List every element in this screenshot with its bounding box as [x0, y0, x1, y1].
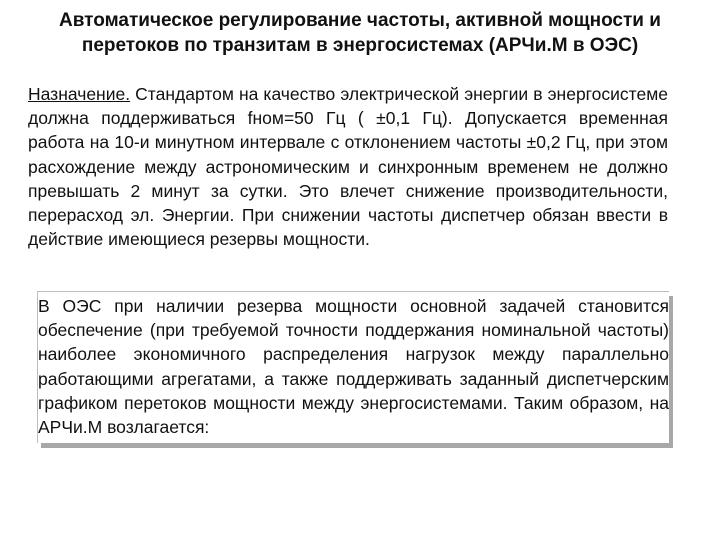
- oes-paragraph-text: В ОЭС при наличии резерва мощности основной задачей становится обеспечение (при требуемой точности поддержания номинальной частоты) наиболее экономичного распределения нагрузок между параллельно работающими агрегатами, а также поддерживать заданный диспетчерским графиком перетоков мощности между энергосистемами. Таким образом, на АРЧи.М возлагается:: [38, 296, 669, 438]
- slide-title: [24, 8, 696, 58]
- title-line-2: перетоков по транзитам в энергосистемах (АРЧи.М в ОЭС): [81, 35, 639, 56]
- purpose-paragraph: [28, 82, 668, 251]
- purpose-term: Назначение.: [28, 84, 131, 104]
- purpose-text: Стандартом на качество электрической энергии в энергосистеме должна поддерживаться fном=50 Гц ( ±0,1 Гц). Допускается временная работа на 10-и минутном интервале с отклонением частоты ±0,2 Гц, при этом расхождение между астрономическим и синхронным временем не должно превышать 2 минут за сутки. Это влечет снижение производительности, перерасход эл. Энергии. При снижении частоты диспетчер обязан ввести в действие имеющиеся резервы мощности.: [28, 84, 668, 250]
- oes-paragraph-box: [37, 291, 669, 443]
- title-line-1: Автоматическое регулирование частоты, активной мощности и: [59, 10, 661, 31]
